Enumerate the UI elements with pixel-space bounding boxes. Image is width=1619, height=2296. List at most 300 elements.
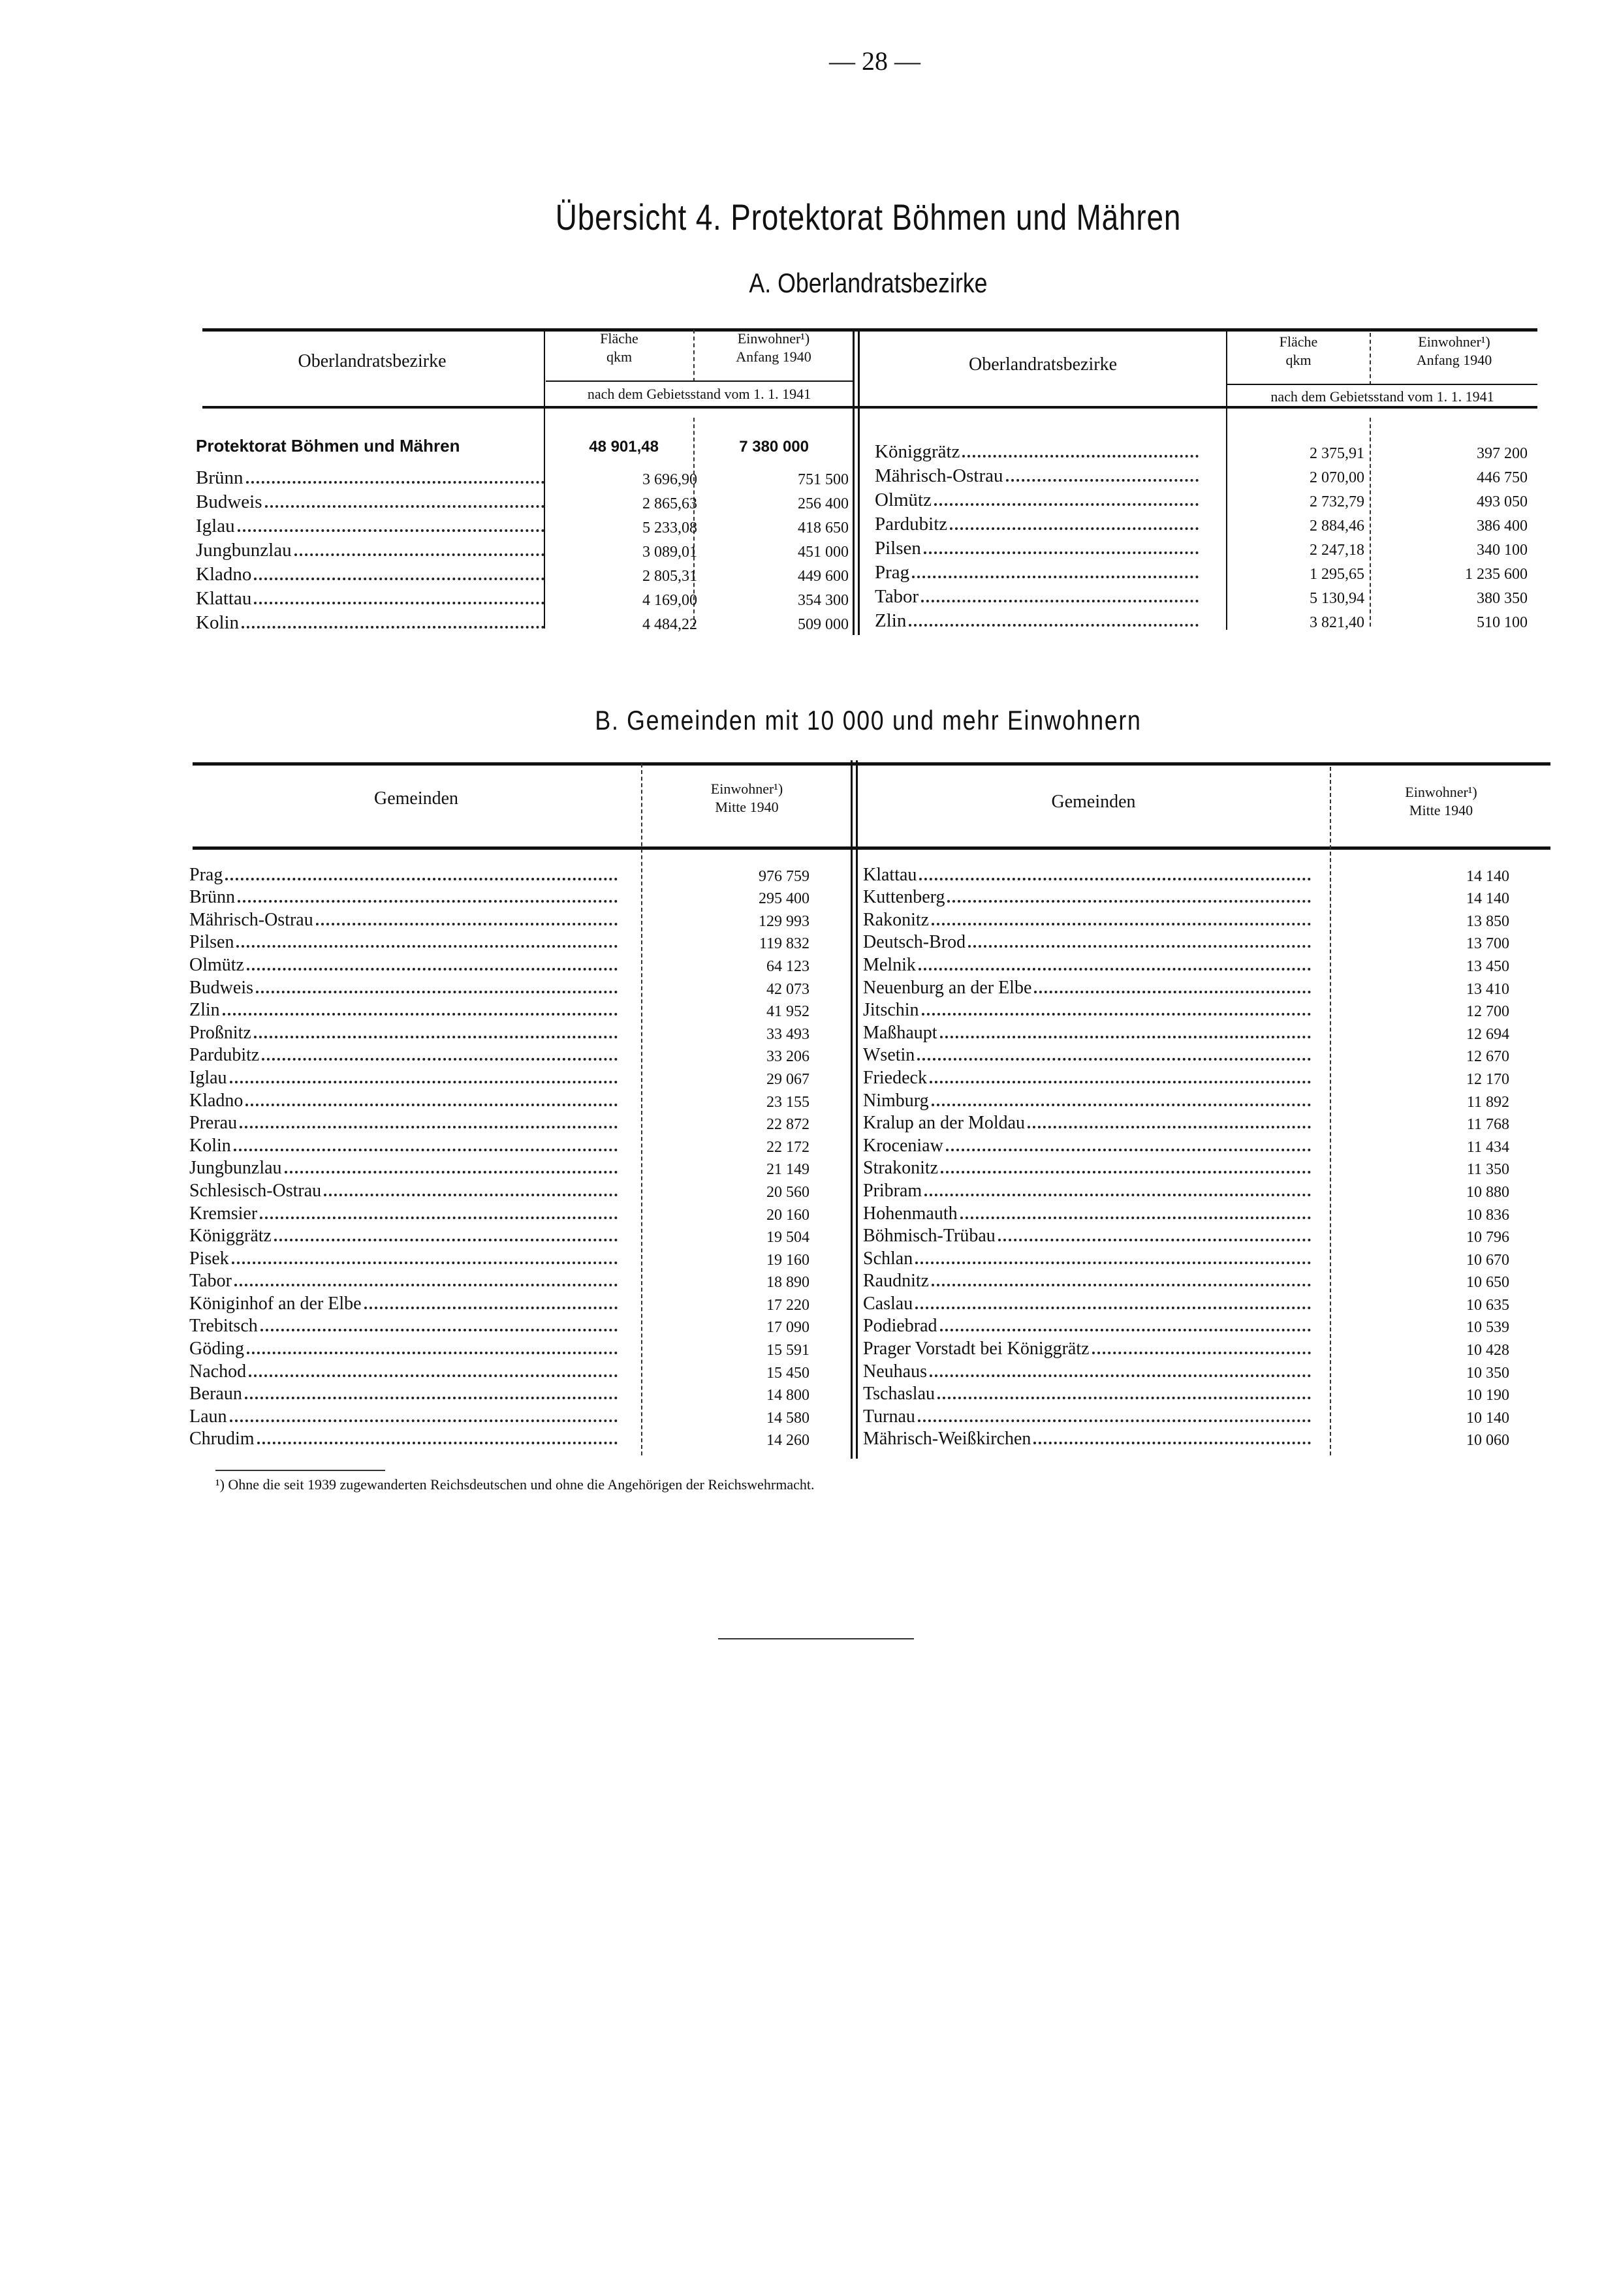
dot-leader [930,1374,1311,1377]
dot-leader [230,1081,618,1083]
header-pop-sub: Anfang 1940 [736,349,811,365]
municipality-population: 19 504 [766,1229,810,1247]
municipality-name: Nachod [189,1361,247,1382]
dot-leader [247,1352,618,1354]
table-row [863,1134,1529,1156]
district-population: 354 300 [798,592,849,609]
table-row [875,535,1528,559]
table-b-divider [851,760,853,1459]
municipality-population: 13 700 [1466,935,1509,953]
table-row [875,608,1528,632]
municipality-population: 15 450 [766,1364,810,1382]
table-row [189,863,829,886]
dot-leader [316,923,618,925]
municipality-population: 12 670 [1466,1048,1509,1066]
dot-leader [254,578,544,580]
district-name: Königgrätz [875,441,960,462]
table-b-header-rule [193,846,1550,850]
municipality-population: 119 832 [759,935,810,953]
table-row [189,1224,829,1247]
district-name: Kolin [196,612,240,633]
table-row [863,1359,1529,1382]
municipality-name: Pribram [863,1180,922,1201]
dot-leader [294,553,544,556]
dot-leader [245,1104,618,1106]
municipality-name: Tschaslau [863,1384,935,1404]
dot-leader [238,900,618,903]
table-a-top-rule [202,328,1537,332]
table-row [189,1134,829,1156]
municipality-name: Melnik [863,954,916,975]
table-row [863,1292,1529,1314]
district-population: 340 100 [1477,542,1528,559]
dot-leader [912,576,1199,578]
table-row [863,1404,1529,1427]
dot-leader [940,1329,1311,1331]
header-name: Oberlandratsbezirke [298,351,447,371]
dot-leader [934,503,1199,506]
table-row [863,1337,1529,1359]
municipality-population: 33 493 [766,1025,810,1043]
table-row [189,1247,829,1269]
table-row [189,1337,829,1359]
municipality-name: Raudnitz [863,1271,930,1292]
table-row [189,1427,829,1450]
municipality-name: Caslau [863,1293,913,1314]
header-pop: Einwohner¹) [1405,784,1477,800]
header-pop: Einwohner¹) [710,781,783,797]
table-row [196,610,849,634]
table-row [189,1292,829,1314]
dot-leader [240,1126,618,1128]
total-name: Protektorat Böhmen und Mähren [196,436,460,456]
municipality-name: Chrudim [189,1429,255,1450]
district-population: 380 350 [1477,590,1528,607]
table-row [196,465,849,489]
municipality-name: Schlan [863,1248,913,1269]
dot-leader [242,626,544,628]
municipality-population: 11 434 [1466,1138,1509,1156]
district-name: Pilsen [875,538,921,559]
dot-leader [915,1262,1311,1264]
municipality-population: 10 796 [1466,1229,1509,1247]
header-note: nach dem Gebietsstand vom 1. 1. 1941 [587,386,811,402]
municipality-name: Strakonitz [863,1158,939,1179]
dot-leader [946,1149,1311,1151]
municipality-name: Podiebrad [863,1316,937,1337]
table-row [189,908,829,931]
table-row [189,1269,829,1292]
header-name: Oberlandratsbezirke [969,354,1117,375]
total-area: 48 901,48 [589,438,659,456]
dot-leader [924,551,1199,554]
municipality-population: 14 140 [1466,890,1509,908]
municipality-name: Kroceniaw [863,1135,943,1156]
municipality-name: Kolin [189,1135,231,1156]
municipality-name: Klattau [863,864,917,885]
district-name: Zlin [875,610,907,631]
header-name: Gemeinden [1051,792,1136,812]
dot-leader [249,1374,618,1377]
table-a-divider [853,328,855,635]
total-pop: 7 380 000 [739,438,809,456]
table-row [863,1314,1529,1337]
dot-leader [260,1217,618,1219]
municipality-name: Pisek [189,1248,229,1269]
municipality-population: 10 140 [1466,1409,1509,1427]
dot-leader [262,1058,618,1061]
municipality-name: Jungbunzlau [189,1158,282,1179]
district-area: 3 696,90 [642,471,697,488]
municipality-name: Hohenmauth [863,1203,958,1224]
district-area: 2 884,46 [1310,518,1364,535]
municipality-population: 10 650 [1466,1274,1509,1292]
table-row [863,1021,1529,1044]
municipality-population: 64 123 [766,957,810,975]
table-row [189,1359,829,1382]
table-row [189,976,829,999]
municipality-name: Mährisch-Weißkirchen [863,1429,1031,1450]
district-name: Prag [875,562,910,583]
district-population: 509 000 [798,616,849,633]
table-row [189,1156,829,1179]
district-area: 4 169,00 [642,592,697,609]
dot-leader [922,1013,1311,1016]
municipality-name: Laun [189,1406,227,1427]
table-row [863,1066,1529,1089]
dot-leader [236,945,618,948]
municipality-name: Kralup an der Moldau [863,1113,1026,1134]
district-name: Kladno [196,564,252,585]
district-area: 4 484,22 [642,616,697,633]
municipality-name: Friedeck [863,1067,927,1088]
district-population: 418 650 [798,520,849,536]
municipality-name: Turnau [863,1406,915,1427]
district-area: 2 247,18 [1310,542,1364,559]
table-row [863,1427,1529,1450]
municipality-population: 11 892 [1466,1093,1509,1111]
header-note: nach dem Gebietsstand vom 1. 1. 1941 [1270,388,1494,405]
dot-leader [909,624,1199,627]
municipality-name: Beraun [189,1384,242,1404]
table-b-divider [856,760,858,1459]
dot-leader [1033,1442,1311,1444]
district-area: 2 805,31 [642,568,697,585]
dot-leader [932,1284,1311,1286]
district-population: 751 500 [798,471,849,488]
dot-leader [257,1442,618,1444]
municipality-population: 13 450 [1466,957,1509,975]
table-row [189,953,829,976]
municipality-population: 10 880 [1466,1183,1509,1201]
header-pop: Einwohner¹) [1418,334,1490,350]
table-row [863,1044,1529,1066]
municipality-population: 12 170 [1466,1070,1509,1088]
dot-leader [265,505,545,508]
municipality-population: 41 952 [766,1003,810,1021]
district-name: Pardubitz [875,514,948,535]
municipality-name: Maßhaupt [863,1022,937,1043]
dot-leader [234,1284,618,1286]
municipality-population: 295 400 [759,890,810,908]
table-row [189,1044,829,1066]
table-b-right-rows [863,863,1529,1450]
district-population: 446 750 [1477,469,1528,486]
table-row [863,1089,1529,1111]
page-number: — 28 — [829,46,920,76]
table-b-top-rule [193,762,1550,766]
municipality-population: 10 635 [1466,1296,1509,1314]
table-row [189,1382,829,1405]
municipality-name: Königgrätz [189,1226,272,1247]
municipality-population: 10 350 [1466,1364,1509,1382]
dot-leader [932,923,1311,925]
municipality-name: Königinhof an der Elbe [189,1293,362,1314]
dot-leader [234,1149,618,1151]
municipality-population: 21 149 [766,1161,810,1179]
municipality-population: 23 155 [766,1093,810,1111]
table-row [863,931,1529,954]
header-area-unit: qkm [1285,352,1312,368]
municipality-name: Neuenburg an der Elbe [863,977,1032,998]
district-area: 2 070,00 [1310,469,1364,486]
dot-leader [947,900,1311,903]
municipality-name: Kuttenberg [863,887,945,908]
dot-leader [245,1397,618,1399]
municipality-population: 13 850 [1466,912,1509,930]
header-pop-sub: Mitte 1940 [1409,802,1473,818]
header-area-unit: qkm [606,349,633,365]
municipality-name: Trebitsch [189,1316,258,1337]
footnote: ¹) Ohne die seit 1939 zugewanderten Reichsdeutschen und ohne die Angehörigen der Reichswehrmacht. [215,1476,815,1493]
table-row [863,1111,1529,1134]
dot-leader [915,1307,1311,1309]
table-row [863,1224,1529,1247]
district-name: Mährisch-Ostrau [875,465,1003,486]
table-row [875,511,1528,535]
district-population: 449 600 [798,568,849,585]
municipality-population: 11 768 [1466,1116,1509,1134]
municipality-name: Neuhaus [863,1361,927,1382]
district-name: Olmütz [875,489,932,510]
municipality-population: 11 350 [1466,1161,1509,1179]
municipality-population: 20 160 [766,1206,810,1224]
municipality-name: Prerau [189,1113,238,1134]
dot-leader [930,1081,1311,1083]
table-a-left-rows [196,465,849,634]
municipality-population: 976 759 [759,867,810,885]
dot-leader [940,1036,1311,1038]
district-area: 3 089,01 [642,544,697,561]
col-rule [693,330,695,382]
municipality-name: Zlin [189,1000,220,1021]
municipality-population: 22 172 [766,1138,810,1156]
table-a-header-rule [202,406,1537,409]
table-row [196,489,849,513]
dot-leader [285,1171,618,1173]
table-row [875,463,1528,487]
table-row [863,1382,1529,1405]
district-name: Brünn [196,467,244,488]
table-row [875,439,1528,463]
table-row [189,1089,829,1111]
municipality-population: 14 580 [766,1409,810,1427]
municipality-name: Schlesisch-Ostrau [189,1180,322,1201]
municipality-name: Kladno [189,1090,244,1111]
municipality-population: 19 160 [766,1251,810,1269]
page-title: Übersicht 4. Protektorat Böhmen und Mähren [555,196,1182,238]
dot-leader [274,1239,618,1241]
dot-leader [247,968,618,970]
dot-leader [921,600,1199,602]
table-row [196,513,849,537]
dot-leader [917,1058,1311,1061]
table-b-left-rows [189,863,829,1450]
municipality-population: 10 060 [1466,1432,1509,1450]
dot-leader [924,1194,1311,1196]
municipality-population: 14 800 [766,1387,810,1404]
municipality-name: Jitschin [863,1000,919,1021]
sub-rule [546,380,853,382]
table-row [189,1404,829,1427]
municipality-name: Iglau [189,1067,227,1088]
table-a-divider [858,328,860,635]
dot-leader [960,1217,1311,1219]
municipality-name: Wsetin [863,1045,915,1066]
dot-leader [1092,1352,1311,1354]
municipality-population: 22 872 [766,1116,810,1134]
table-row [189,999,829,1021]
municipality-population: 10 836 [1466,1206,1509,1224]
section-a-heading: A. Oberlandratsbezirke [749,268,988,298]
municipality-name: Mährisch-Ostrau [189,909,313,930]
table-row [196,537,849,561]
district-area: 3 821,40 [1310,614,1364,631]
table-row [189,1314,829,1337]
dot-leader [950,527,1199,530]
municipality-population: 29 067 [766,1070,810,1088]
table-row [863,1269,1529,1292]
sub-rule [1227,384,1537,385]
dot-leader [230,1419,618,1422]
header-pop: Einwohner¹) [737,330,810,347]
header-pop-sub: Mitte 1940 [715,799,779,815]
dot-leader [246,481,545,484]
municipality-name: Prager Vorstadt bei Königgrätz [863,1339,1090,1359]
municipality-name: Rakonitz [863,909,930,930]
municipality-population: 14 140 [1466,867,1509,885]
table-row [863,1202,1529,1224]
municipality-name: Pilsen [189,932,234,953]
table-row [189,1111,829,1134]
municipality-name: Budweis [189,977,253,998]
dot-leader [238,529,544,532]
municipality-name: Deutsch-Brod [863,932,966,953]
dot-leader [1034,991,1311,993]
district-population: 397 200 [1477,445,1528,462]
footnote-rule [215,1470,385,1471]
district-population: 510 100 [1477,614,1528,631]
table-row [863,976,1529,999]
table-row [189,1021,829,1044]
table-row [863,863,1529,886]
municipality-name: Proßnitz [189,1022,251,1043]
district-population: 256 400 [798,495,849,512]
dot-leader [223,1013,618,1016]
dot-leader [254,1036,618,1038]
municipality-population: 10 539 [1466,1319,1509,1337]
municipality-population: 42 073 [766,980,810,998]
table-row [196,561,849,585]
municipality-population: 20 560 [766,1183,810,1201]
table-row [863,1247,1529,1269]
table-row [189,1066,829,1089]
header-area: Fläche [1279,334,1318,350]
table-row [863,908,1529,931]
district-population: 386 400 [1477,518,1528,535]
table-row [189,1179,829,1202]
total-row [196,432,849,456]
district-name: Jungbunzlau [196,540,292,561]
municipality-name: Pardubitz [189,1045,260,1066]
table-row [875,583,1528,608]
municipality-population: 12 700 [1466,1003,1509,1021]
municipality-name: Olmütz [189,954,244,975]
dot-leader [254,602,544,604]
municipality-name: Brünn [189,887,235,908]
dot-leader [232,1262,618,1264]
table-row [875,487,1528,511]
header-area: Fläche [600,330,638,347]
dot-leader [968,945,1311,948]
municipality-population: 17 220 [766,1296,810,1314]
table-row [875,559,1528,583]
district-area: 5 130,94 [1310,590,1364,607]
municipality-population: 12 694 [1466,1025,1509,1043]
district-area: 2 375,91 [1310,445,1364,462]
table-row [189,931,829,954]
dot-leader [998,1239,1311,1241]
dot-leader [225,878,618,880]
table-row [196,585,849,610]
district-population: 493 050 [1477,493,1528,510]
district-area: 2 732,79 [1310,493,1364,510]
dot-leader [324,1194,618,1196]
table-a-right-rows [875,439,1528,632]
dot-leader [256,991,618,993]
dot-leader [260,1329,618,1331]
municipality-name: Nimburg [863,1090,929,1111]
dot-leader [364,1307,618,1309]
municipality-population: 13 410 [1466,980,1509,998]
municipality-population: 10 428 [1466,1342,1509,1359]
district-population: 451 000 [798,544,849,561]
municipality-name: Göding [189,1339,244,1359]
municipality-population: 10 670 [1466,1251,1509,1269]
dot-leader [937,1397,1311,1399]
municipality-population: 18 890 [766,1274,810,1292]
district-name: Iglau [196,516,235,536]
dot-leader [1006,479,1199,482]
municipality-population: 15 591 [766,1342,810,1359]
district-population: 1 235 600 [1465,566,1528,583]
signature-line [718,1638,914,1639]
district-name: Budweis [196,491,262,512]
dot-leader [941,1171,1311,1173]
district-name: Klattau [196,588,252,609]
table-row [863,1156,1529,1179]
table-row [863,953,1529,976]
